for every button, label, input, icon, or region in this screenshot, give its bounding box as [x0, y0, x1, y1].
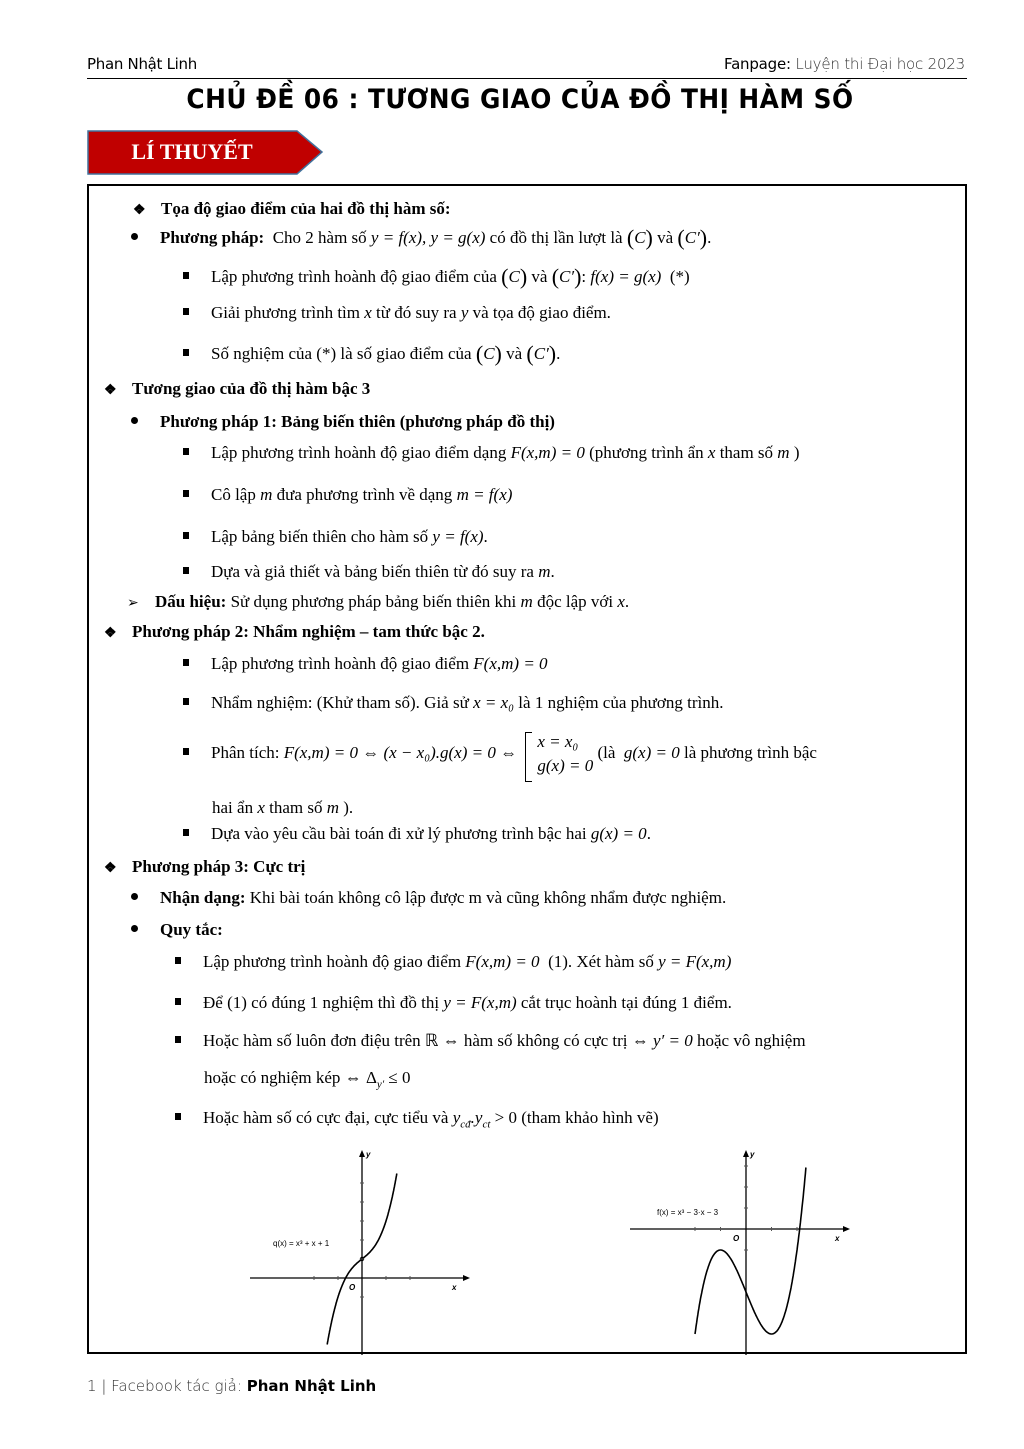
square-bullet-icon	[183, 272, 189, 279]
equation-system	[525, 730, 593, 778]
list-item	[183, 730, 817, 778]
list-item: Dựa vào yêu cầu bài toán đi xử lý phương trình bậc hai g(x) = 0.	[183, 824, 651, 844]
text: Phương pháp 1: Bảng biến thiên (phương pháp đồ thị)	[160, 412, 555, 431]
text: (là	[597, 742, 616, 762]
list-item	[183, 693, 723, 713]
list-item	[175, 952, 731, 972]
heading-text: Tọa độ giao điểm của hai đồ thị hàm số:	[161, 199, 451, 218]
diamond-bullet-icon: ❖	[104, 626, 117, 641]
math: C′	[533, 344, 549, 363]
text: và	[657, 228, 674, 247]
text: là 1 nghiệm của phương trình.	[518, 693, 724, 712]
heading-text: Phương pháp 3: Cực trị	[132, 857, 306, 876]
text: Phân tích:	[211, 742, 280, 762]
header-fanpage	[724, 55, 965, 73]
list-item	[175, 1108, 659, 1130]
list-item-continuation	[204, 1068, 411, 1090]
text: và	[531, 267, 548, 286]
square-bullet-icon	[183, 308, 189, 315]
text: ).	[343, 798, 354, 817]
section-heading	[104, 857, 305, 877]
label: Quy tắc:	[160, 920, 223, 939]
math: Δ	[365, 1068, 377, 1087]
text: (1)	[227, 993, 247, 1012]
math: F(x,m) = 0	[465, 952, 540, 971]
math: cđ	[460, 1118, 471, 1131]
text: tham số	[719, 443, 774, 462]
heading-text: Phương pháp 2: Nhẩm nghiệm – tam thức bậc 2.	[132, 622, 485, 641]
page-number: 1	[87, 1377, 97, 1395]
math: x = x₀	[537, 732, 579, 751]
math: y′	[376, 1078, 385, 1091]
text: Để	[203, 993, 223, 1012]
text: Số nghiệm của (*) là số giao điểm của	[211, 344, 472, 363]
x-axis-arrow-icon	[463, 1275, 470, 1281]
bullet-icon	[131, 233, 138, 240]
text: Hoặc hàm số luôn đơn điệu trên	[203, 1031, 421, 1050]
text: Khi bài toán không cô lập được m và cũng không nhẩm được nghiệm.	[249, 888, 727, 907]
square-bullet-icon	[183, 659, 189, 666]
math: F(x,m) = 0	[510, 443, 585, 462]
fanpage-label: Fanpage:	[724, 55, 791, 73]
list-item	[131, 920, 223, 940]
x-axis-label: x	[835, 1234, 840, 1243]
text: Lập bảng biến thiên cho hàm số	[211, 527, 429, 546]
math: C′	[559, 267, 575, 286]
math: C′	[684, 228, 700, 247]
math: C	[483, 344, 495, 363]
text: Giải phương trình tìm	[211, 303, 360, 322]
square-bullet-icon	[183, 567, 189, 574]
diamond-bullet-icon: ❖	[104, 383, 117, 398]
math: C	[634, 228, 646, 247]
square-bullet-icon	[183, 349, 189, 356]
math: m = f(x)	[456, 485, 513, 504]
separator: |	[101, 1377, 107, 1395]
text: tham số	[269, 798, 323, 817]
heading-text: Tương giao của đồ thị hàm bậc 3	[132, 379, 371, 398]
list-item	[183, 485, 512, 505]
list-item	[131, 412, 555, 432]
math: x	[257, 798, 265, 817]
math: m	[777, 443, 790, 462]
text: độc lập với	[537, 592, 614, 611]
footer-author: Phan Nhật Linh	[246, 1377, 377, 1395]
list-item: Lập bảng biến thiên cho hàm số y = f(x).	[183, 527, 488, 547]
page-header	[87, 52, 967, 79]
math: > 0	[494, 1108, 517, 1127]
origin-label: O	[733, 1234, 740, 1243]
text: Lập phương trình hoành độ giao điểm dạng	[211, 443, 507, 462]
graph-q	[245, 1145, 470, 1355]
text: Dựa vào yêu cầu bài toán đi xử lý phương trình bậc hai	[211, 824, 587, 843]
square-bullet-icon	[183, 448, 189, 455]
text: và tọa độ giao điểm.	[472, 303, 611, 322]
list-item	[183, 443, 800, 463]
section-heading	[133, 199, 451, 219]
section-heading	[104, 379, 370, 399]
text: và	[506, 344, 523, 363]
math: y′ = 0	[652, 1031, 693, 1050]
list-item	[183, 303, 611, 323]
math: x = x₀	[473, 693, 515, 712]
text: . Xét hàm số	[567, 952, 654, 971]
text: Dựa và giả thiết và bảng biến thiên từ đó suy ra	[211, 562, 534, 581]
footer-label: Facebook tác giả:	[111, 1377, 242, 1395]
text: hoặc vô nghiệm	[696, 1031, 806, 1050]
list-item: Lập phương trình hoành độ giao điểm của (C) và (C′): f(x) = g(x) (*)	[183, 264, 690, 290]
text: )	[793, 443, 800, 462]
function-label: q(x) = x³ + x + 1	[273, 1239, 330, 1248]
text: Lập phương trình hoành độ giao điểm của	[211, 267, 497, 286]
math: F(x,m) = 0	[473, 654, 548, 673]
label: Phương pháp:	[160, 228, 265, 247]
label: Nhận dạng:	[160, 888, 246, 907]
y-axis-label: y	[366, 1150, 371, 1159]
math: y	[452, 1108, 461, 1127]
math: x	[617, 592, 625, 611]
x-axis-arrow-icon	[843, 1226, 850, 1232]
fanpage-value: Luyện thi Đại học 2023	[795, 55, 965, 73]
math: C	[508, 267, 520, 286]
text: (*)	[669, 267, 690, 286]
math: ℝ	[424, 1031, 439, 1050]
list-item	[131, 888, 726, 908]
math: m	[520, 592, 533, 611]
bullet-icon	[131, 417, 138, 424]
text: (1)	[548, 952, 568, 971]
list-item	[183, 654, 548, 674]
arrow-bullet-icon: ➢	[127, 596, 139, 611]
math: y = F(x,m)	[658, 952, 732, 971]
list-item	[175, 993, 732, 1013]
math: F(x,m) = 0 ⇔ (x − x₀).g(x) = 0 ⇔	[283, 742, 518, 762]
text: Sử dụng phương pháp bảng biến thiên khi	[230, 592, 517, 611]
square-bullet-icon	[183, 698, 189, 705]
math: m	[260, 485, 273, 504]
text: Lập phương trình hoành độ giao điểm	[203, 952, 462, 971]
square-bullet-icon	[183, 829, 189, 836]
math: .y	[470, 1108, 483, 1127]
square-bullet-icon	[175, 998, 181, 1005]
list-item-continuation	[212, 798, 353, 818]
text: ⇔ hàm số không có cực trị ⇔	[442, 1031, 649, 1050]
bracket	[525, 732, 532, 782]
text: (tham khảo hình vẽ)	[521, 1108, 659, 1127]
math: y = F(x,m)	[443, 993, 517, 1012]
square-bullet-icon	[175, 957, 181, 964]
label: Dấu hiệu:	[155, 592, 227, 611]
text: là phương trình bậc	[683, 742, 817, 762]
list-item: Số nghiệm của (*) là số giao điểm của (C) và (C′).	[183, 341, 560, 367]
list-item	[175, 1031, 806, 1051]
math: m	[538, 562, 551, 581]
text: (phương trình ẩn	[589, 443, 704, 462]
square-bullet-icon	[183, 532, 189, 539]
math: ct	[482, 1118, 491, 1131]
math: g(x) = 0	[590, 824, 647, 843]
page-title: CHỦ ĐỀ 06 : TƯƠNG GIAO CỦA ĐỒ THỊ HÀM SỐ	[186, 84, 854, 115]
text: hai ẩn	[212, 798, 254, 817]
bullet-icon	[131, 925, 138, 932]
origin-label: O	[349, 1283, 356, 1292]
text: Lập phương trình hoành độ giao điểm	[211, 654, 470, 673]
function-curve	[695, 1168, 806, 1335]
math: m	[326, 798, 340, 817]
text: có đúng 1 nghiệm thì đồ thị	[251, 993, 440, 1012]
y-axis-arrow-icon	[359, 1150, 365, 1157]
text: từ đó suy ra	[376, 303, 457, 322]
text: cắt trục hoành tại đúng 1 điểm.	[520, 993, 732, 1012]
math: g(x) = 0	[623, 742, 680, 762]
x-axis-label: x	[452, 1283, 457, 1292]
text: Cho 2 hàm số	[272, 228, 367, 247]
y-axis-arrow-icon	[743, 1150, 749, 1157]
page-footer	[87, 1377, 376, 1395]
math: f(x) = g(x)	[590, 267, 662, 286]
square-bullet-icon	[183, 748, 189, 755]
text: Nhẩm nghiệm: (Khử tham số). Giả sử	[211, 693, 469, 712]
square-bullet-icon	[183, 490, 189, 497]
math: y = f(x), y = g(x)	[370, 228, 486, 247]
math: y = f(x)	[432, 527, 484, 546]
text: có đồ thị lần lượt là	[489, 228, 623, 247]
math: x	[364, 303, 372, 322]
bullet-icon	[131, 893, 138, 900]
text: đưa phương trình về dạng	[276, 485, 453, 504]
text: Cô lập	[211, 485, 256, 504]
math: g(x) = 0	[537, 756, 594, 775]
graph-f	[625, 1145, 850, 1355]
list-item: ➢ Dấu hiệu: Sử dụng phương pháp bảng biến thiên khi m độc lập với x.	[127, 592, 630, 611]
section-heading	[104, 622, 485, 642]
text: hoặc có nghiệm kép ⇔	[204, 1068, 362, 1087]
function-label: f(x) = x³ − 3·x − 3	[657, 1208, 719, 1217]
math: x	[707, 443, 716, 462]
diamond-bullet-icon: ❖	[104, 861, 117, 876]
text: Hoặc hàm số có cực đại, cực tiểu và	[203, 1108, 449, 1127]
list-item: Phương pháp: Cho 2 hàm số y = f(x), y = g(x) có đồ thị lần lượt là (C) và (C′).	[131, 225, 711, 251]
square-bullet-icon	[175, 1036, 181, 1043]
y-axis-label: y	[750, 1150, 755, 1159]
math: ≤ 0	[388, 1068, 411, 1087]
section-banner	[87, 130, 323, 174]
diamond-bullet-icon: ❖	[133, 203, 146, 218]
header-author: Phan Nhật Linh	[87, 55, 197, 73]
square-bullet-icon	[175, 1113, 181, 1120]
banner-label: LÍ THUYẾT	[131, 139, 253, 164]
list-item: Dựa và giả thiết và bảng biến thiên từ đó suy ra m.	[183, 562, 555, 582]
math: y	[460, 303, 469, 322]
